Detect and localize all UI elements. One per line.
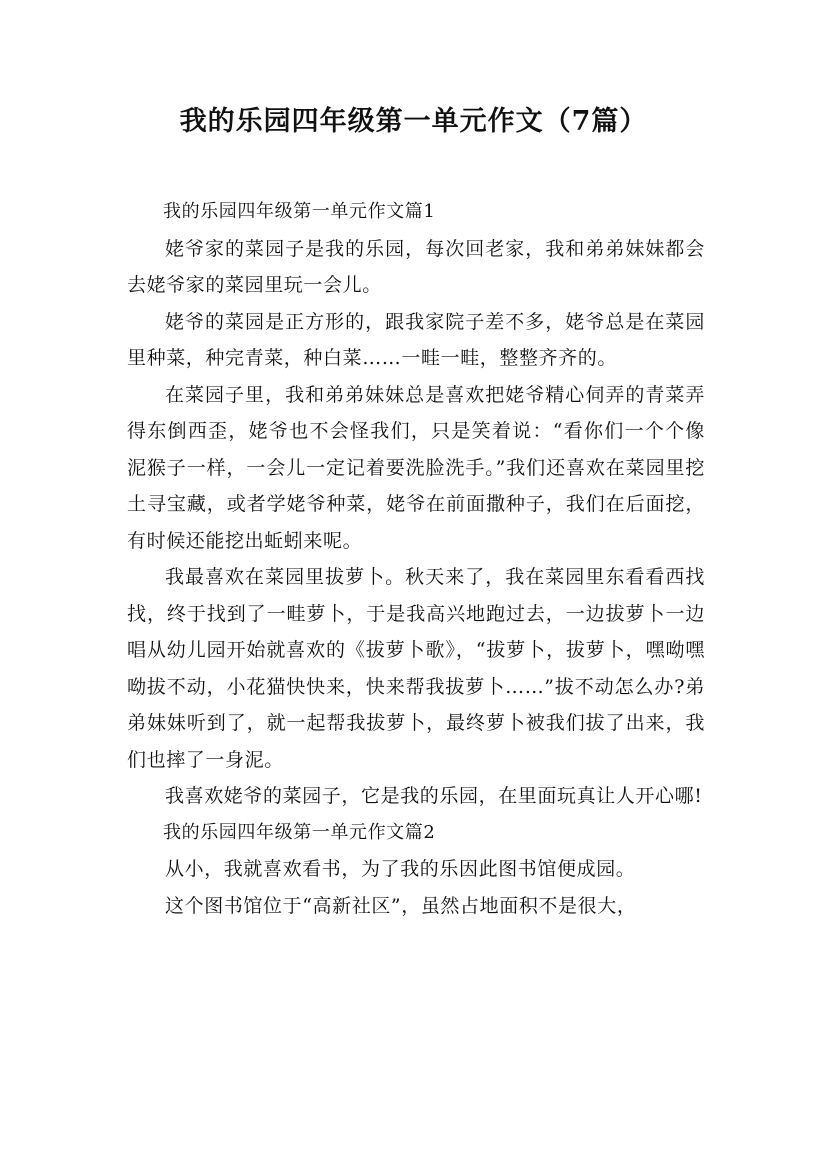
paragraph: 这个图书馆位于“高新社区”，虽然占地面积不是很大， <box>165 894 637 917</box>
paragraph: 我喜欢姥爷的菜园子，它是我的乐园，在里面玩真让人开心哪! <box>165 785 703 807</box>
paragraph: 从小，我就喜欢看书，为了我的乐因此图书馆便成园。 <box>165 858 636 880</box>
paragraph: 在菜园子里，我和弟弟妹妹总是喜欢把姥爷精心伺弄的青菜弄得东倒西歪，姥爷也不会怪我们，只是笑着说：“看你们一个个像泥猴子一样，一会儿一定记着要洗脸洗手。”我们还喜欢在菜园里挖土寻宝藏，或者学姥爷种菜，姥爷在前面撒种子，我们在后面挖，有时候还能挖出蚯蚓来呢。 <box>127 383 705 552</box>
document-title: 我的乐园四年级第一单元作文（7篇） <box>179 106 648 137</box>
document-body <box>127 194 705 924</box>
essay-heading-2: 我的乐园四年级第一单元作文篇2 <box>163 821 436 843</box>
paragraph: 我最喜欢在菜园里拔萝卜。秋天来了，我在菜园里东看看西找找，终于找到了一畦萝卜，于是我高兴地跑过去，一边拔萝卜一边唱从幼儿园开始就喜欢的《拔萝卜歌》，“拔萝卜，拔萝卜，嘿呦嘿呦拔不动，小花猫快快来，快来帮我拔萝卜……”拔不动怎么办?弟弟妹妹听到了，就一起帮我拔萝卜，最终萝卜被我们拔了出来，我们也摔了一身泥。 <box>127 566 705 771</box>
paragraph: 姥爷的菜园是正方形的，跟我家院子差不多，姥爷总是在菜园里种菜，种完青菜，种白菜……一畦一畦，整整齐齐的。 <box>127 310 705 369</box>
paragraph: 姥爷家的菜园子是我的乐园，每次回老家，我和弟弟妹妹都会去姥爷家的菜园里玩一会儿。 <box>127 237 705 296</box>
essay-heading-1: 我的乐园四年级第一单元作文篇1 <box>163 201 436 222</box>
